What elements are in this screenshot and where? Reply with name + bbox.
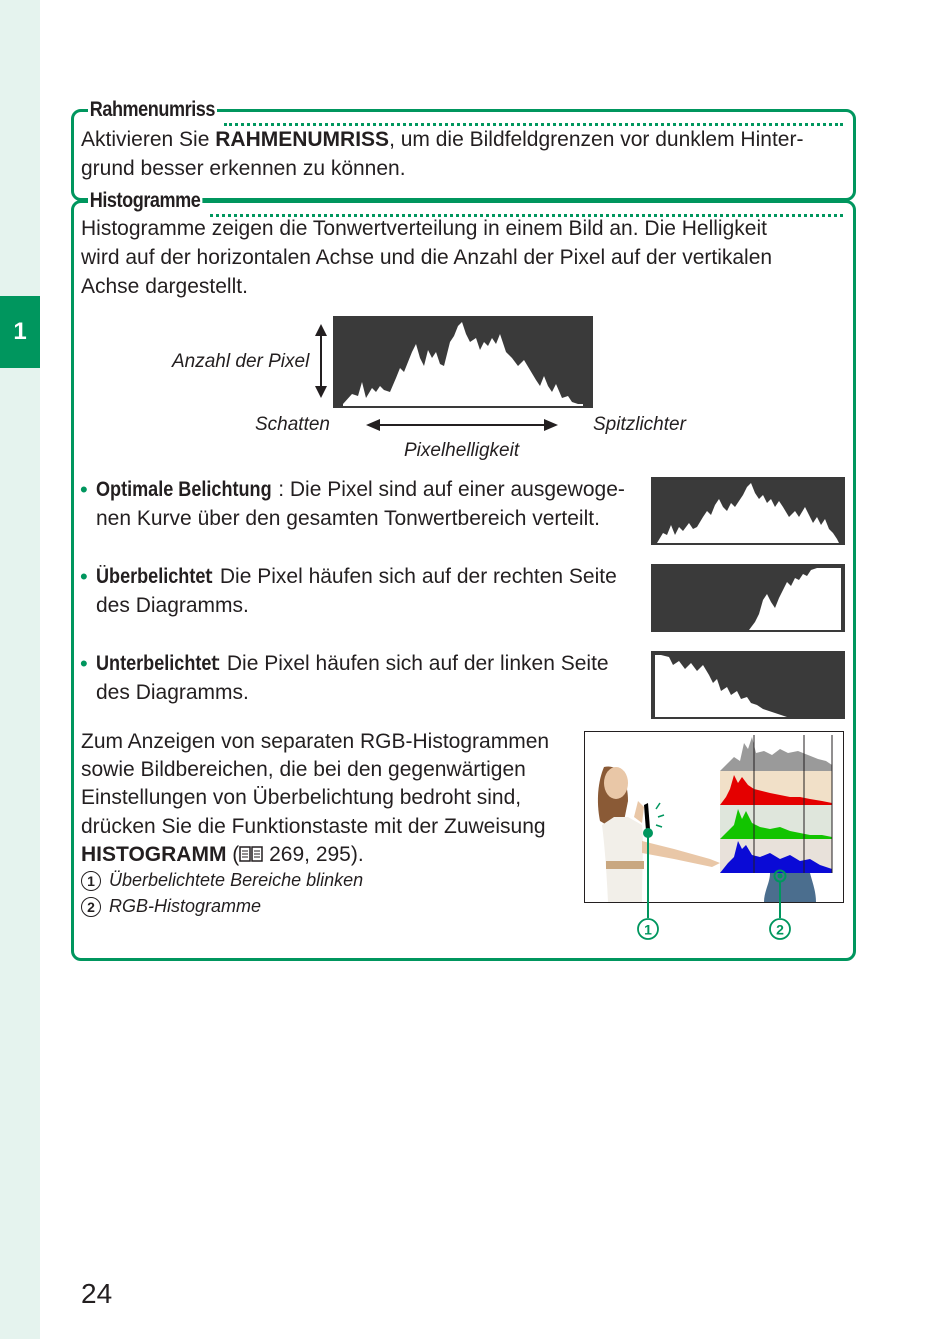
bold-term: HISTOGRAMM bbox=[81, 842, 227, 866]
rgb-histograms bbox=[720, 735, 832, 873]
bullet-dot: • bbox=[80, 651, 88, 676]
bold-term: RAHMENUMRISS bbox=[215, 128, 390, 151]
section-heading bbox=[88, 98, 238, 122]
bullet-term: Unterbelichtet bbox=[96, 652, 218, 675]
text-span: 269, 295). bbox=[263, 842, 364, 866]
bullet-underexposed bbox=[80, 649, 640, 707]
rgb-paragraph bbox=[81, 728, 571, 869]
bullet-term: Optimale Belichtung bbox=[96, 478, 272, 501]
text-span: ( bbox=[226, 842, 240, 866]
text-span: : Die Pixel häufen sich auf der linken Seite bbox=[215, 652, 609, 675]
bullet-text bbox=[96, 562, 640, 620]
text-line: sowie Bildbereichen, die bei den gegenwärtigen bbox=[81, 758, 526, 782]
histogram-optimal bbox=[651, 477, 845, 545]
callout-badge-2 bbox=[770, 919, 790, 939]
bullet-optimal bbox=[80, 475, 640, 533]
bullet-dot: • bbox=[80, 477, 88, 502]
text-span: des Diagramms. bbox=[96, 594, 249, 617]
callout-badge-number: 1 bbox=[644, 921, 652, 938]
side-strip bbox=[0, 0, 40, 1339]
histogram-intro bbox=[81, 214, 851, 301]
text-line: Einstellungen von Überbelichtung bedroht sind, bbox=[81, 786, 522, 810]
text-span: , um die Bildfeldgrenzen vor dunklem Hinter- bbox=[389, 128, 804, 151]
callout-number: 2 bbox=[81, 897, 101, 917]
rahmenumriss-text bbox=[81, 125, 841, 183]
shadows-label: Schatten bbox=[255, 414, 330, 435]
text-line: Zum Anzeigen von separaten RGB-Histogrammen bbox=[81, 730, 550, 753]
bullet-overexposed bbox=[80, 562, 640, 620]
callout-badge-1 bbox=[638, 919, 658, 939]
page-number: 24 bbox=[81, 1278, 113, 1309]
histogram-overexposed bbox=[651, 564, 845, 632]
text-span: : Die Pixel sind auf einer ausgewoge- bbox=[278, 478, 625, 501]
section-title: Rahmenumriss bbox=[89, 98, 216, 121]
y-axis-label: Anzahl der Pixel bbox=[172, 351, 310, 372]
highlights-label: Spitzlichter bbox=[593, 414, 686, 435]
text-span: nen Kurve über den gesamten Tonwertbereich verteilt. bbox=[96, 507, 600, 530]
callout-caption-1 bbox=[81, 870, 363, 891]
book-reference-icon bbox=[239, 845, 263, 863]
text-span: : Die Pixel häufen sich auf der rechten Seite bbox=[208, 565, 617, 588]
model-photo bbox=[764, 873, 816, 902]
callout-caption-2 bbox=[81, 896, 261, 917]
section-title: Histogramme bbox=[89, 189, 201, 212]
bullet-term: Überbelichtet bbox=[96, 565, 212, 588]
callout-label: RGB-Histogramme bbox=[109, 896, 262, 916]
text-span: grund besser erkennen zu können. bbox=[81, 157, 406, 180]
text-line: Histogramme zeigen die Tonwertverteilung in einem Bild an. Die Helligkeit bbox=[81, 217, 767, 240]
histogram-underexposed bbox=[651, 651, 845, 719]
camera-screen-illustration bbox=[584, 731, 846, 946]
double-arrow-vertical-icon bbox=[315, 324, 327, 398]
section-heading bbox=[88, 189, 221, 213]
callout-number: 1 bbox=[81, 871, 101, 891]
callout-label: Überbelichtete Bereiche blinken bbox=[109, 870, 364, 890]
callout-badge-number: 2 bbox=[776, 921, 784, 938]
text-span: des Diagramms. bbox=[96, 681, 249, 704]
chapter-tab[interactable] bbox=[0, 296, 40, 368]
text-line: wird auf der horizontalen Achse und die Anzahl der Pixel auf der vertikalen bbox=[81, 246, 773, 269]
bullet-text bbox=[96, 475, 640, 533]
histogram-diagram bbox=[300, 312, 600, 412]
double-arrow-horizontal-icon bbox=[362, 415, 562, 435]
bullet-text bbox=[96, 649, 640, 707]
text-line: Achse dargestellt. bbox=[81, 275, 248, 298]
bullet-dot: • bbox=[80, 564, 88, 589]
text-span: Aktivieren Sie bbox=[81, 128, 216, 151]
chapter-number: 1 bbox=[13, 318, 27, 345]
text-line: drücken Sie die Funktionstaste mit der Zuweisung bbox=[81, 814, 546, 838]
x-axis-label: Pixelhelligkeit bbox=[404, 440, 520, 461]
